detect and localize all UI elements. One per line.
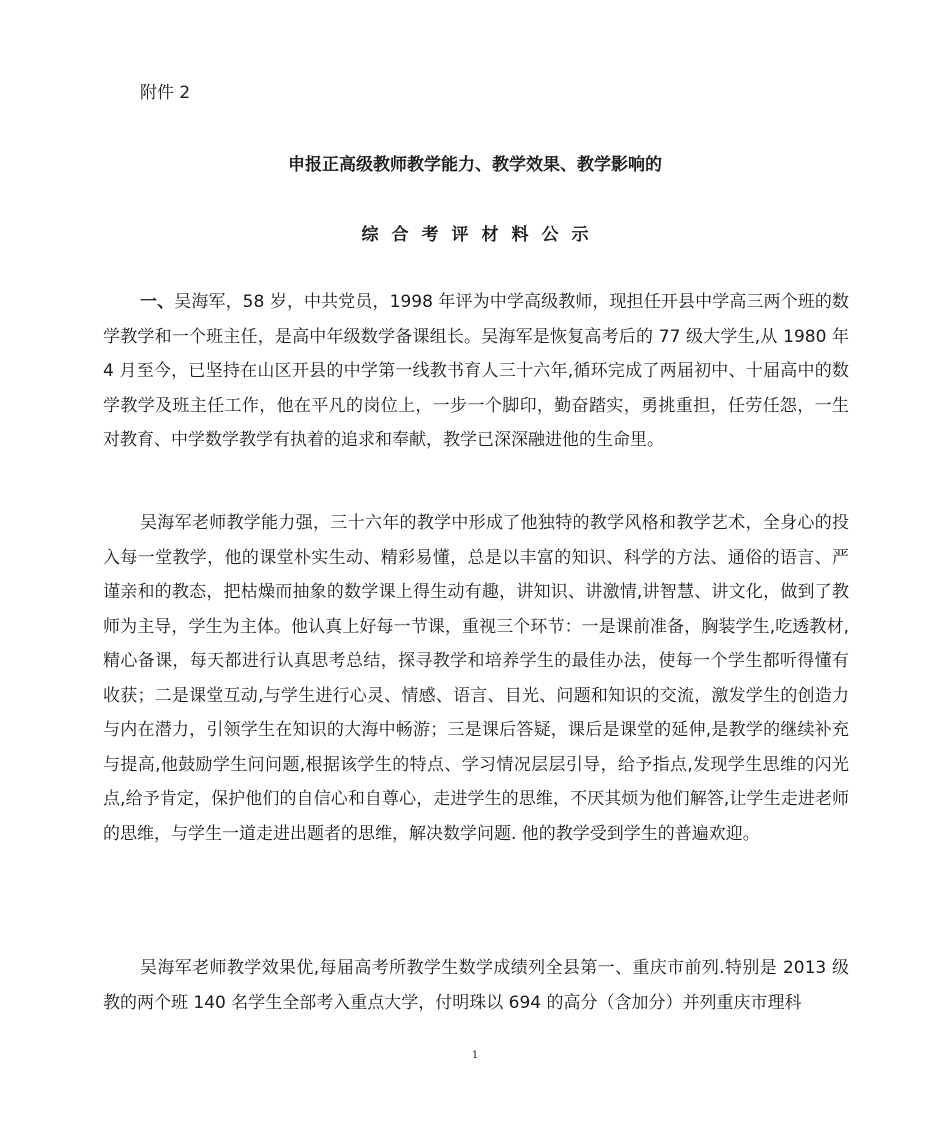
- paragraph-2: 吴海军老师教学能力强，三十六年的教学中形成了他独特的教学风格和教学艺术，全身心的投入每一堂教学，他的课堂朴实生动、精彩易懂，总是以丰富的知识、科学的方法、通俗的语言、严谨亲和的教态，把枯燥而抽象的数学课上得生动有趣，讲知识、讲激情,讲智慧、讲文化，做到了教师为主导，学生为主体。他认真上好每一节课，重视三个环节：一是课前准备，胸装学生,吃透教材,精心备课，每天都进行认真思考总结，探寻教学和培养学生的最佳办法，使每一个学生都听得懂有收获；二是课堂互动,与学生进行心灵、情感、语言、目光、问题和知识的交流，激发学生的创造力与内在潜力，引领学生在知识的大海中畅游；三是课后答疑，课后是课堂的延伸,是教学的继续补充与提高,他鼓励学生问问题,根据该学生的特点、学习情况层层引导，给予指点,发现学生思维的闪光点,给予肯定，保护他们的自信心和自尊心，走进学生的思维，不厌其烦为他们解答,让学生走进老师的思维，与学生一道走进出题者的思维，解决数学问题. 他的教学受到学生的普遍欢迎。: [103, 513, 849, 844]
- section-number: 一、: [140, 292, 175, 312]
- paragraph-1-text: 吴海军，58 岁，中共党员，1998 年评为中学高级教师，现担任开县中学高三两个班的数学教学和一个班主任，是高中年级数学备课组长。吴海军是恢复高考后的 77 级大学生,从 1980 年 4 月至今，已坚持在山区开县的中学第一线教书育人三十六年,循环完成了两届初中、十届高中的数学教学及班主任工作，他在平凡的岗位上，一步一个脚印，勤奋踏实，勇挑重担，任劳任怨，一生对教育、中学数学教学有执着的追求和奉献，教学已深深融进他的生命里。: [103, 292, 850, 450]
- paragraph-3: 吴海军老师教学效果优,每届高考所教学生数学成绩列全县第一、重庆市前列.特别是 2013 级教的两个班 140 名学生全部考入重点大学，付明珠以 694 的高分（含加分）并列重庆市理科: [103, 958, 849, 1013]
- document-title: 申报正高级教师教学能力、教学效果、教学影响的: [288, 155, 662, 175]
- page-number: 1: [471, 1050, 479, 1061]
- paragraph-1: [103, 285, 849, 458]
- attachment-label: 附件 2: [140, 83, 191, 103]
- document-subtitle: 综合考评材料公示: [361, 225, 602, 245]
